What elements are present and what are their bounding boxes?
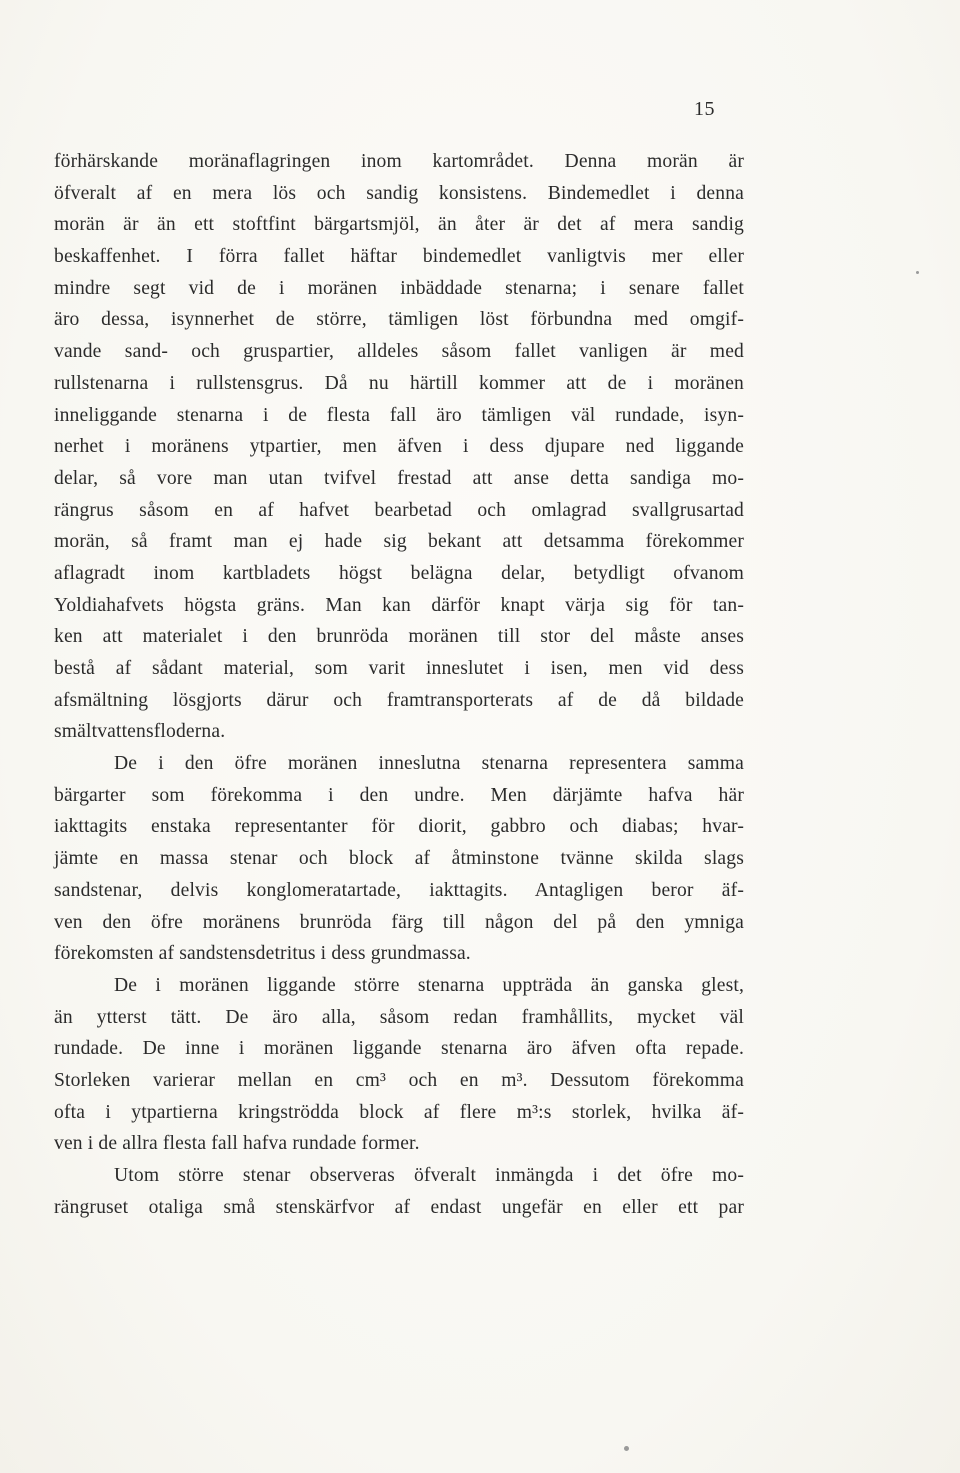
- text-line: afsmältning lösgjorts därur och framtransporterats af de då bildade: [54, 689, 744, 711]
- text-line: De i den öfre moränen inneslutna stenarna representera samma: [114, 753, 744, 775]
- text-line: delar, så vore man utan tvifvel frestad att anse detta sandiga mo-: [54, 467, 744, 489]
- text-line: äro dessa, isynnerhet de större, tämligen löst förbundna med omgif-: [54, 309, 744, 331]
- text-line: nerhet i moränens ytpartier, men äfven i dess djupare ned liggande: [54, 436, 744, 458]
- text-line: aflagradt inom kartbladets högst belägna delar, betydligt ofvanom: [54, 562, 744, 584]
- paragraph: [54, 970, 744, 1160]
- text-line: morän är än ett stoftfint bärgartsmjöl, än åter är det af mera sandig: [54, 214, 744, 236]
- text-line: rullstenarna i rullstensgrus. Då nu härtill kommer att de i moränen: [54, 372, 744, 394]
- text-line: morän, så framt man ej hade sig bekant att detsamma förekommer: [54, 531, 744, 553]
- text-line: ofta i ytpartierna kringströdda block af flere m³:s storlek, hvilka äf-: [54, 1101, 744, 1123]
- text-line: öfveralt af en mera lös och sandig konsistens. Bindemedlet i denna: [54, 182, 744, 204]
- body-text: [54, 146, 744, 1223]
- text-line: sandstenar, delvis konglomeratartade, iakttagits. Antagligen beror äf-: [54, 879, 744, 901]
- text-line: ken att materialet i den brunröda moränen till stor del måste anses: [54, 626, 744, 648]
- text-line: iakttagits enstaka representanter för diorit, gabbro och diabas; hvar-: [54, 816, 744, 838]
- text-line: mindre segt vid de i moränen inbäddade stenarna; i senare fallet: [54, 277, 744, 299]
- text-line: rängruset otaliga små stenskärfvor af endast ungefär en eller ett par: [54, 1196, 744, 1218]
- text-line: ven den öfre moränens brunröda färg till någon del på den ymniga: [54, 911, 744, 933]
- text-line: inneliggande stenarna i de flesta fall äro tämligen väl rundade, isyn-: [54, 404, 744, 426]
- text-line: Storleken varierar mellan en cm³ och en m³. Dessutom förekomma: [54, 1069, 744, 1091]
- paper-speck: [916, 271, 919, 274]
- text-line: jämte en massa stenar och block af åtminstone tvänne skilda slags: [54, 848, 744, 870]
- text-line: än ytterst tätt. De äro alla, såsom redan framhållits, mycket väl: [54, 1006, 744, 1028]
- text-line: smältvattensfloderna.: [54, 721, 226, 743]
- paragraph: [54, 1160, 744, 1223]
- text-line: rundade. De inne i moränen liggande stenarna äro äfven ofta repade.: [54, 1038, 744, 1060]
- text-line: bestå af sådant material, som varit inneslutet i isen, men vid dess: [54, 658, 744, 679]
- paper-speck: [624, 1446, 629, 1451]
- text-line: rängrus såsom en af hafvet bearbetad och omlagrad svallgrusartad: [54, 499, 744, 521]
- text-line: De i moränen liggande större stenarna uppträda än ganska glest,: [114, 974, 744, 996]
- paragraph: [54, 748, 744, 970]
- text-line: vande sand- och gruspartier, alldeles såsom fallet vanligen är med: [54, 341, 744, 363]
- text-line: ven i de allra flesta fall hafva rundade former.: [54, 1133, 420, 1155]
- paragraph: [54, 146, 744, 748]
- text-line: bärgarter som förekomma i den undre. Men därjämte hafva här: [54, 784, 744, 806]
- text-line: beskaffenhet. I förra fallet häftar bindemedlet vanligtvis mer eller: [54, 246, 744, 268]
- page-number: 15: [694, 98, 715, 120]
- text-line: Utom större stenar observeras öfveralt inmängda i det öfre mo-: [114, 1165, 744, 1186]
- text-line: Yoldiahafvets högsta gräns. Man kan därför knapt värja sig för tan-: [54, 594, 744, 616]
- text-line: förhärskande moränaflagringen inom kartområdet. Denna morän är: [54, 151, 744, 172]
- text-line: förekomsten af sandstensdetritus i dess grundmassa.: [54, 943, 471, 965]
